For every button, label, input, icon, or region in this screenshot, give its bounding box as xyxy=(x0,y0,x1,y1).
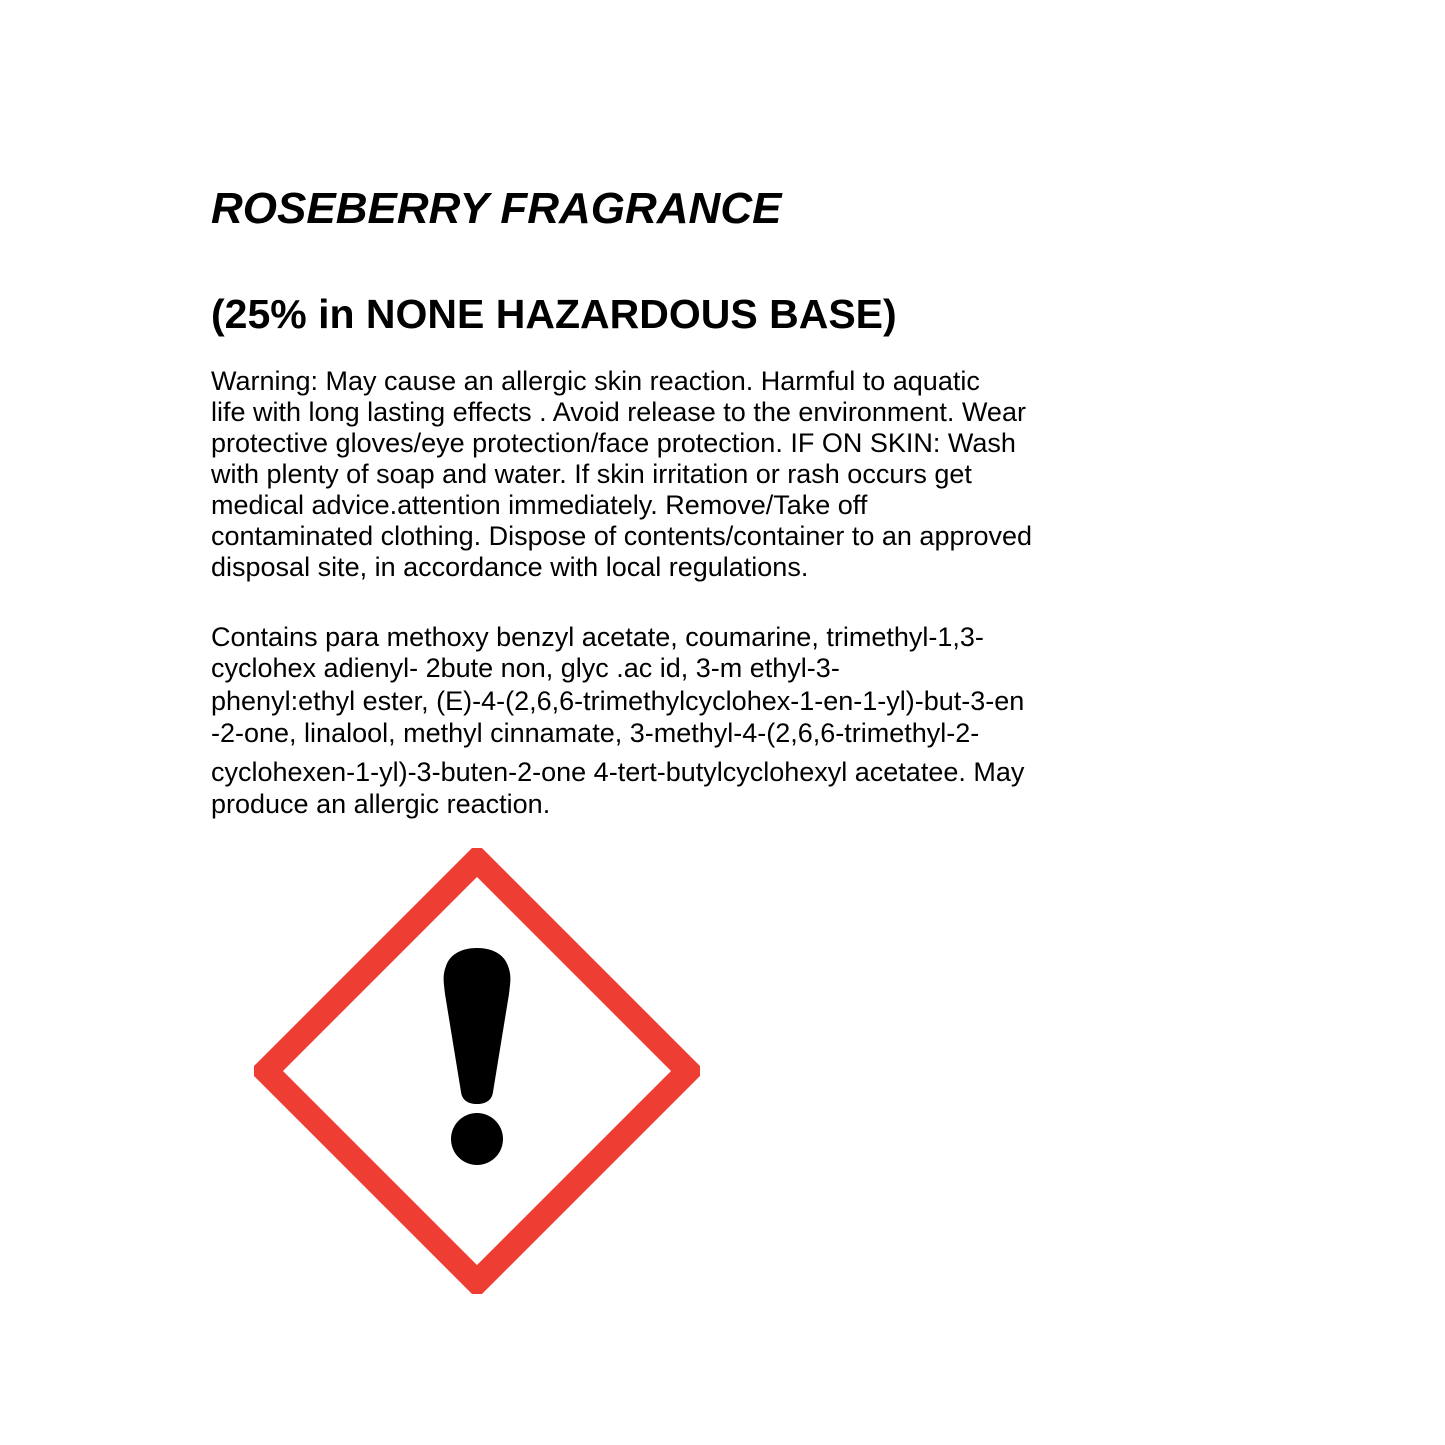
warning-line: protective gloves/eye protection/face protection. IF ON SKIN: Wash xyxy=(211,428,1016,458)
contains-line: -2-one, linalool, methyl cinnamate, 3-methyl-4-(2,6,6-trimethyl-2- xyxy=(211,718,980,748)
contains-line: cyclohex adienyl- 2bute non, glyc .ac id, 3-m ethyl-3- xyxy=(211,653,840,683)
warning-line: medical advice.attention immediately. Remove/Take off xyxy=(211,490,868,520)
warning-line: disposal site, in accordance with local regulations. xyxy=(211,552,809,582)
warning-line: with plenty of soap and water. If skin irritation or rash occurs get xyxy=(211,459,972,489)
contains-line: phenyl:ethyl ester, (E)-4-(2,6,6-trimethylcyclohex-1-en-1-yl)-but-3-en xyxy=(211,686,1025,716)
warning-line: life with long lasting effects . Avoid release to the environment. Wear xyxy=(211,397,1026,427)
ghs-exclamation-mark-icon xyxy=(254,848,700,1294)
exclamation-dot xyxy=(451,1113,503,1165)
contains-line: produce an allergic reaction. xyxy=(211,789,551,819)
product-title: ROSEBERRY FRAGRANCE xyxy=(211,184,782,233)
product-concentration: (25% in NONE HAZARDOUS BASE) xyxy=(211,291,897,337)
contains-line: Contains para methoxy benzyl acetate, coumarine, trimethyl-1,3- xyxy=(211,622,984,652)
contains-line: cyclohexen-1-yl)-3-buten-2-one 4-tert-butylcyclohexyl acetatee. May xyxy=(211,757,1025,787)
warning-line: contaminated clothing. Dispose of contents/container to an approved xyxy=(211,521,1033,551)
warning-line: Warning: May cause an allergic skin reaction. Harmful to aquatic xyxy=(211,366,980,396)
